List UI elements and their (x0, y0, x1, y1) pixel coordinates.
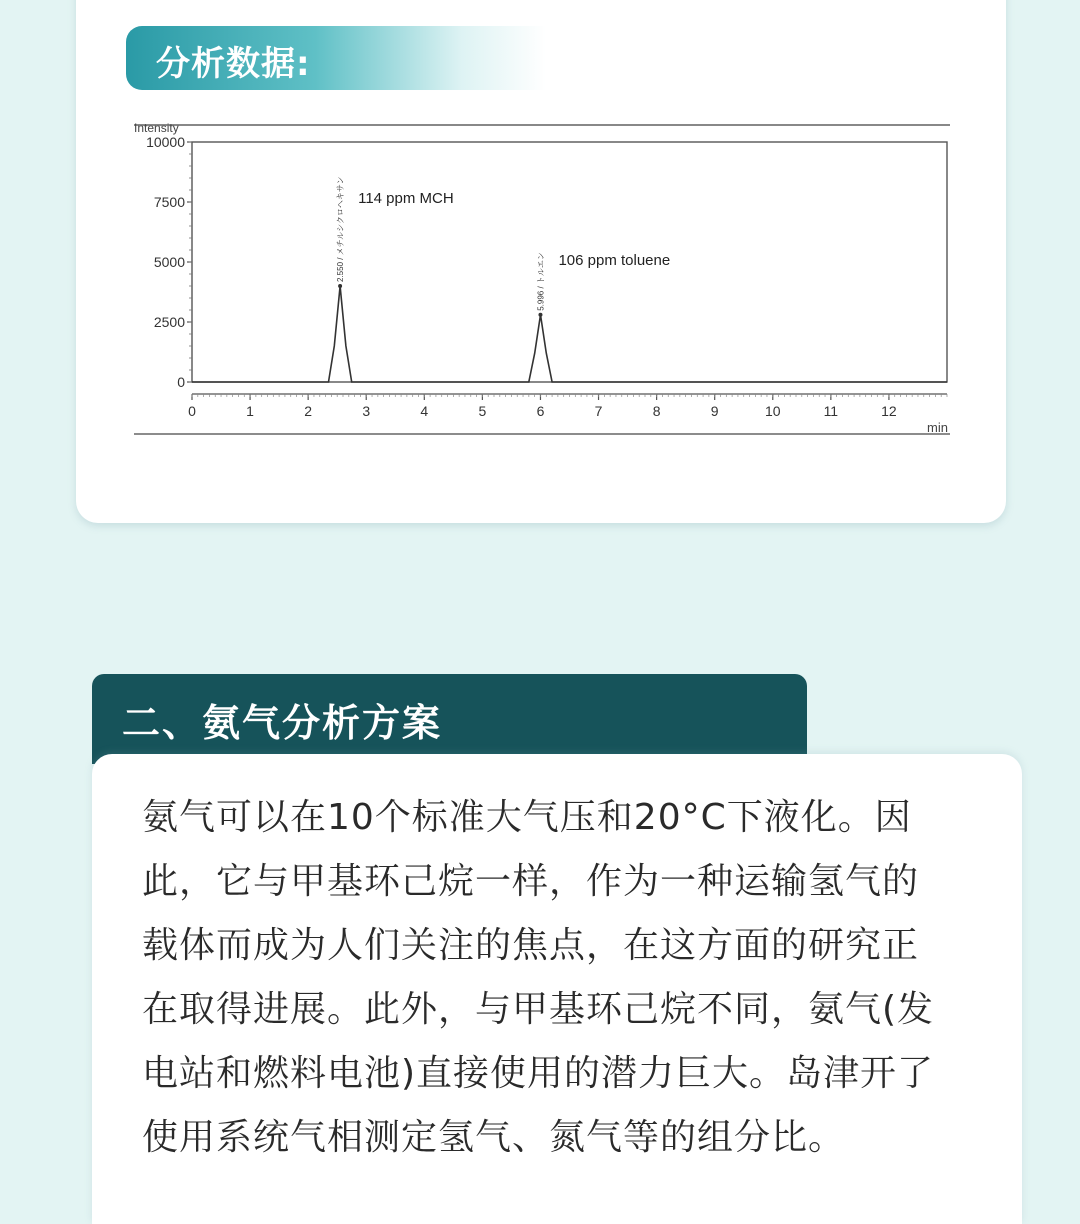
paragraph-line: 氨气可以在10个标准大气压和20°C下液化。因 (142, 797, 912, 838)
x-tick-label: 0 (188, 403, 196, 419)
peak-annotation: 114 ppm MCH (358, 190, 454, 207)
y-tick-label: 0 (177, 374, 185, 390)
section-title: 分析数据: (156, 44, 311, 84)
x-tick-label: 8 (652, 403, 661, 419)
x-tick-label: 10 (764, 403, 781, 419)
ammonia-paragraph (142, 786, 972, 1170)
x-tick-label: 4 (420, 403, 429, 419)
x-tick-label: 9 (710, 403, 719, 419)
x-axis-label: min (927, 420, 948, 435)
paragraph-line: 电站和燃料电池)直接使用的潜力巨大。岛津开了 (142, 1053, 935, 1094)
x-tick-label: 1 (246, 403, 254, 419)
x-tick-label: 2 (304, 403, 313, 419)
section-title-banner (126, 26, 546, 90)
x-tick-label: 6 (536, 403, 545, 419)
x-tick-label: 12 (881, 403, 897, 419)
paragraph-line: 在取得进展。此外，与甲基环己烷不同，氨气(发 (142, 989, 935, 1030)
x-tick-label: 7 (594, 403, 603, 419)
y-tick-label: 7500 (153, 194, 185, 210)
y-axis-label: Intensity (134, 121, 179, 135)
x-tick-label: 3 (362, 403, 371, 419)
peak-annotation: 106 ppm toluene (558, 252, 671, 269)
y-tick-label: 10000 (146, 134, 185, 150)
paragraph-line: 使用系统气相测定氢气、氮气等的组分比。 (142, 1117, 846, 1158)
peak-tag: 2.550 / メチルシクロヘキサン (336, 176, 346, 282)
y-tick-label: 2500 (153, 314, 185, 330)
chromatogram-chart (132, 120, 952, 440)
peak-point (538, 313, 542, 317)
chart-top-border (134, 124, 950, 126)
y-tick-label: 5000 (153, 254, 185, 270)
series-line (192, 286, 947, 382)
peak-point (338, 284, 342, 288)
ammonia-card (92, 754, 1022, 1224)
x-tick-label: 11 (823, 403, 839, 419)
section-heading-text: 二、氨气分析方案 (122, 701, 443, 745)
paragraph-line: 载体而成为人们关注的焦点，在这方面的研究正 (142, 925, 920, 966)
x-tick-label: 5 (478, 403, 487, 419)
paragraph-line: 此，它与甲基环己烷一样，作为一种运输氢气的 (142, 861, 920, 902)
peak-tag: 5.996 / トルエン (536, 252, 546, 311)
section-heading (92, 674, 807, 764)
